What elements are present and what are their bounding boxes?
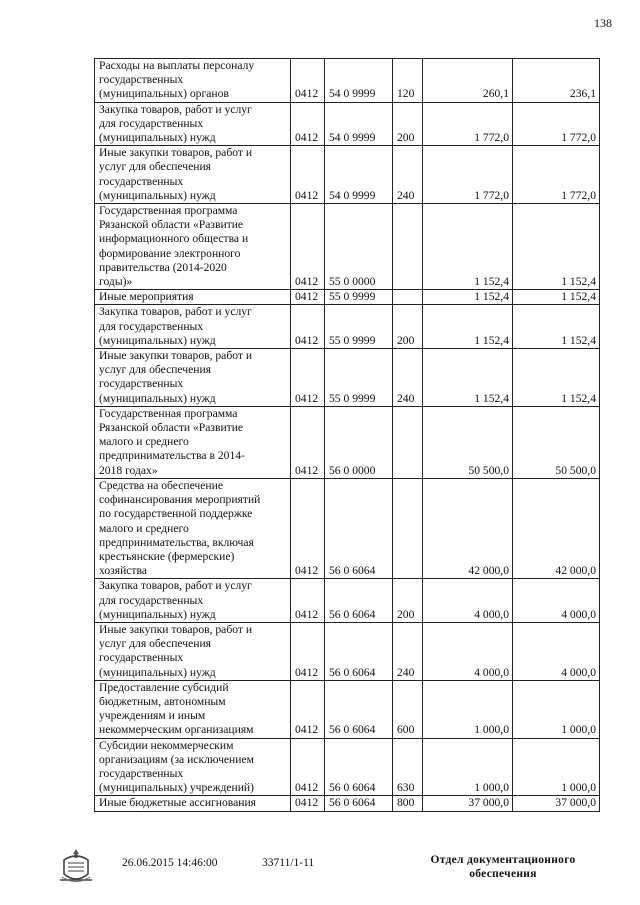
- cell-amount-2: 1 772,0: [513, 146, 600, 204]
- footer-department: Отдел документационного обеспечения: [430, 854, 576, 880]
- cell-section: 0412: [291, 478, 325, 578]
- cell-target-code: 56 0 6064: [325, 622, 393, 680]
- cell-amount-2: 4 000,0: [513, 579, 600, 623]
- cell-amount-1: 1 152,4: [423, 305, 513, 349]
- table-row: [95, 349, 600, 407]
- cell-expense-type: 800: [393, 796, 423, 811]
- cell-amount-1: 1 772,0: [423, 146, 513, 204]
- cell-amount-1: 37 000,0: [423, 796, 513, 811]
- cell-section: 0412: [291, 349, 325, 407]
- cell-target-code: 54 0 9999: [325, 59, 393, 103]
- cell-section: 0412: [291, 796, 325, 811]
- cell-section: 0412: [291, 305, 325, 349]
- page-number: 138: [594, 16, 612, 30]
- table-row: [95, 305, 600, 349]
- cell-name: Субсидии некоммерческим организациям (за исключением государственных (муниципальных) учреждений): [95, 738, 291, 796]
- table-row: [95, 204, 600, 290]
- cell-amount-2: 37 000,0: [513, 796, 600, 811]
- cell-target-code: 55 0 9999: [325, 349, 393, 407]
- cell-section: 0412: [291, 579, 325, 623]
- cell-target-code: 55 0 0000: [325, 204, 393, 290]
- cell-expense-type: 120: [393, 59, 423, 103]
- cell-section: 0412: [291, 102, 325, 146]
- table-row: [95, 796, 600, 811]
- cell-amount-1: 1 772,0: [423, 102, 513, 146]
- cell-amount-2: 1 000,0: [513, 738, 600, 796]
- table-row: [95, 622, 600, 680]
- cell-amount-2: 1 152,4: [513, 290, 600, 305]
- cell-target-code: 56 0 6064: [325, 796, 393, 811]
- cell-section: 0412: [291, 406, 325, 478]
- table-row: [95, 680, 600, 738]
- cell-amount-1: 1 000,0: [423, 738, 513, 796]
- table-row: [95, 59, 600, 103]
- cell-amount-1: 1 152,4: [423, 290, 513, 305]
- cell-name: Иные мероприятия: [95, 290, 291, 305]
- cell-target-code: 56 0 6064: [325, 738, 393, 796]
- cell-expense-type: 240: [393, 622, 423, 680]
- cell-target-code: 56 0 6064: [325, 680, 393, 738]
- cell-name: Иные закупки товаров, работ и услуг для обеспечения государственных (муниципальных) нужд: [95, 349, 291, 407]
- cell-name: Закупка товаров, работ и услуг для государственных (муниципальных) нужд: [95, 102, 291, 146]
- cell-expense-type: 630: [393, 738, 423, 796]
- cell-expense-type: 240: [393, 349, 423, 407]
- cell-amount-2: 1 152,4: [513, 349, 600, 407]
- table-row: [95, 738, 600, 796]
- cell-amount-1: 1 000,0: [423, 680, 513, 738]
- cell-target-code: 54 0 9999: [325, 102, 393, 146]
- cell-section: 0412: [291, 204, 325, 290]
- cell-section: 0412: [291, 622, 325, 680]
- cell-section: 0412: [291, 680, 325, 738]
- cell-section: 0412: [291, 59, 325, 103]
- cell-target-code: 56 0 6064: [325, 478, 393, 578]
- cell-name: Предоставление субсидий бюджетным, автономным учреждениям и иным некоммерческим организациям: [95, 680, 291, 738]
- cell-target-code: 56 0 0000: [325, 406, 393, 478]
- cell-name: Расходы на выплаты персоналу государственных (муниципальных) органов: [95, 59, 291, 103]
- coat-of-arms-icon: [56, 846, 96, 886]
- cell-target-code: 54 0 9999: [325, 146, 393, 204]
- cell-amount-2: 1 772,0: [513, 102, 600, 146]
- footer-doc-number: 33711/1-11: [262, 857, 315, 869]
- cell-expense-type: 240: [393, 146, 423, 204]
- cell-target-code: 55 0 9999: [325, 290, 393, 305]
- cell-amount-1: 1 152,4: [423, 204, 513, 290]
- cell-expense-type: [393, 290, 423, 305]
- cell-section: 0412: [291, 146, 325, 204]
- cell-amount-1: 1 152,4: [423, 349, 513, 407]
- cell-target-code: 55 0 9999: [325, 305, 393, 349]
- cell-amount-2: 236,1: [513, 59, 600, 103]
- table-row: [95, 478, 600, 578]
- cell-expense-type: [393, 406, 423, 478]
- cell-name: Государственная программа Рязанской области «Развитие информационного общества и формирование электронного правительства (2014-2020 годы)»: [95, 204, 291, 290]
- footer-date: 26.06.2015 14:46:00: [122, 857, 218, 869]
- cell-amount-2: 1 152,4: [513, 305, 600, 349]
- table-row: [95, 290, 600, 305]
- cell-amount-1: 4 000,0: [423, 579, 513, 623]
- table-row: [95, 146, 600, 204]
- cell-name: Иные закупки товаров, работ и услуг для обеспечения государственных (муниципальных) нужд: [95, 622, 291, 680]
- cell-amount-1: 50 500,0: [423, 406, 513, 478]
- cell-expense-type: [393, 204, 423, 290]
- cell-amount-2: 50 500,0: [513, 406, 600, 478]
- cell-expense-type: [393, 478, 423, 578]
- table-row: [95, 579, 600, 623]
- cell-expense-type: 600: [393, 680, 423, 738]
- cell-section: 0412: [291, 738, 325, 796]
- cell-amount-2: 1 152,4: [513, 204, 600, 290]
- cell-expense-type: 200: [393, 579, 423, 623]
- cell-amount-2: 4 000,0: [513, 622, 600, 680]
- budget-table: [94, 58, 600, 812]
- cell-amount-2: 42 000,0: [513, 478, 600, 578]
- cell-name: Закупка товаров, работ и услуг для государственных (муниципальных) нужд: [95, 579, 291, 623]
- cell-name: Иные бюджетные ассигнования: [95, 796, 291, 811]
- cell-amount-1: 260,1: [423, 59, 513, 103]
- cell-amount-1: 42 000,0: [423, 478, 513, 578]
- cell-target-code: 56 0 6064: [325, 579, 393, 623]
- cell-section: 0412: [291, 290, 325, 305]
- cell-name: Закупка товаров, работ и услуг для государственных (муниципальных) нужд: [95, 305, 291, 349]
- cell-name: Средства на обеспечение софинансирования мероприятий по государственной поддержке малого и среднего предпринимательства, включая крестьянские (фермерские) хозяйства: [95, 478, 291, 578]
- cell-amount-2: 1 000,0: [513, 680, 600, 738]
- budget-table-body: [95, 59, 600, 812]
- cell-name: Государственная программа Рязанской области «Развитие малого и среднего предпринимательства в 2014- 2018 годах»: [95, 406, 291, 478]
- cell-amount-1: 4 000,0: [423, 622, 513, 680]
- cell-name: Иные закупки товаров, работ и услуг для обеспечения государственных (муниципальных) нужд: [95, 146, 291, 204]
- table-row: [95, 102, 600, 146]
- cell-expense-type: 200: [393, 102, 423, 146]
- cell-expense-type: 200: [393, 305, 423, 349]
- table-row: [95, 406, 600, 478]
